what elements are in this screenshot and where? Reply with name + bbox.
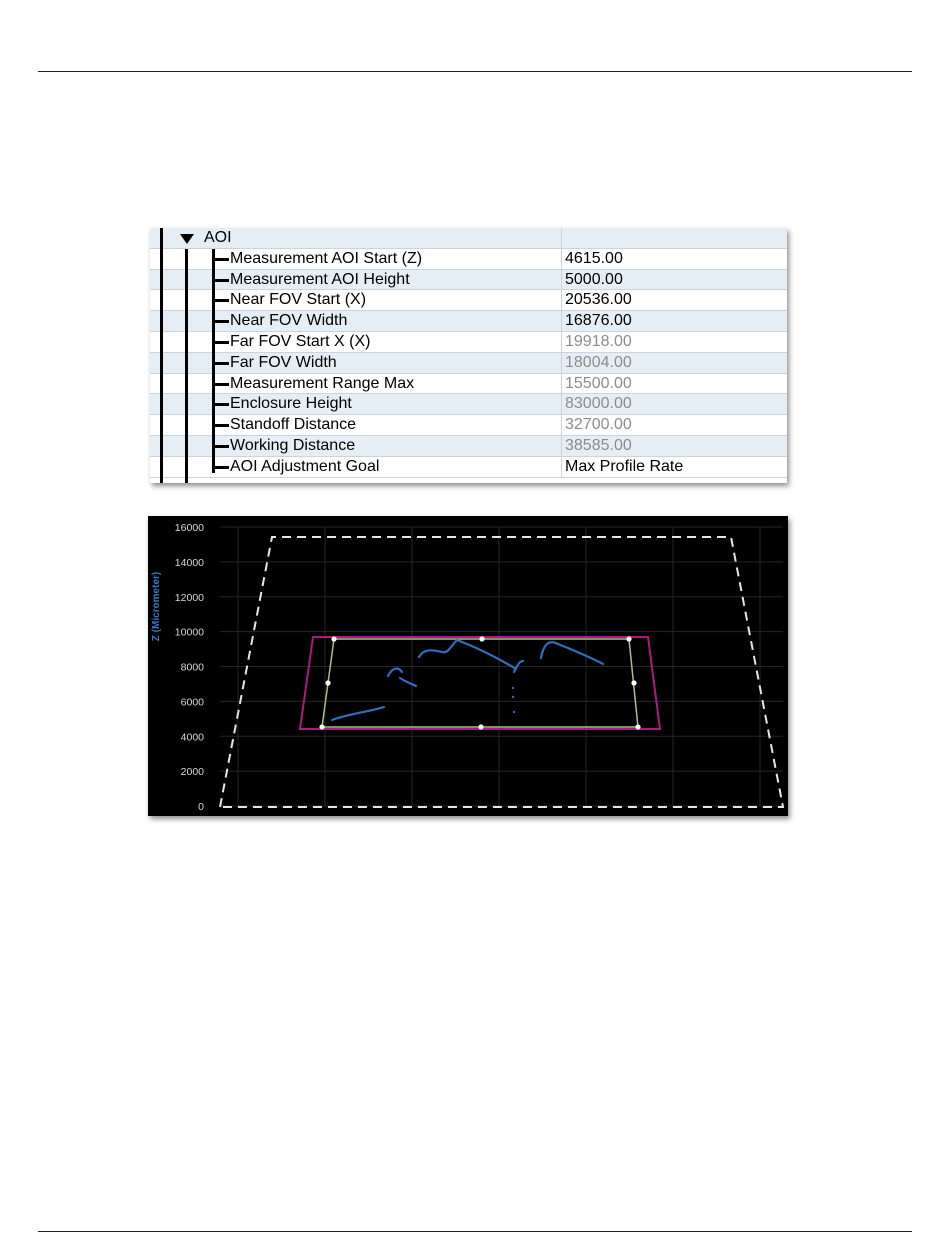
property-row[interactable] <box>150 353 787 374</box>
tree-branch-connector <box>214 424 229 427</box>
aoi-handle <box>319 724 324 729</box>
profile-segment <box>332 707 384 720</box>
tree-branch-connector <box>214 466 229 469</box>
profile-point <box>512 687 514 689</box>
property-row[interactable] <box>150 290 787 311</box>
tree-branch-connector <box>214 279 229 282</box>
tree-branch-connector <box>214 320 229 323</box>
aoi-handle <box>631 680 636 685</box>
aoi-profile-chart <box>148 516 788 816</box>
aoi-outline <box>322 639 638 727</box>
property-value: 32700.00 <box>565 416 632 434</box>
property-value[interactable]: 16876.00 <box>565 312 632 330</box>
property-name: Far FOV Width <box>230 353 337 371</box>
aoi-group-header[interactable] <box>150 228 787 249</box>
y-tick-label: 4000 <box>180 731 204 744</box>
tree-inner-line <box>185 249 188 483</box>
profile-segment <box>419 640 516 669</box>
aoi-handle <box>325 680 330 685</box>
profile-point <box>513 711 515 713</box>
property-name: Near FOV Start (X) <box>230 291 367 309</box>
expand-triangle-icon[interactable] <box>180 234 194 244</box>
y-tick-label: 2000 <box>180 766 204 779</box>
property-value: 18004.00 <box>565 353 632 371</box>
property-row[interactable] <box>150 374 787 395</box>
property-value[interactable]: Max Profile Rate <box>565 457 684 475</box>
property-row[interactable] <box>150 415 787 436</box>
property-name: AOI Adjustment Goal <box>230 457 380 475</box>
aoi-group-label: AOI <box>204 229 232 246</box>
property-row[interactable] <box>150 311 787 332</box>
y-tick-label: 6000 <box>180 696 204 709</box>
tree-branch-connector <box>214 383 229 386</box>
profile-segment <box>400 678 416 686</box>
y-tick-label: 8000 <box>180 661 204 674</box>
tree-outer-line <box>160 228 163 483</box>
profile-segment <box>388 669 402 676</box>
page-footer-rule <box>38 1231 912 1232</box>
property-value: 83000.00 <box>565 395 632 413</box>
tree-branch-connector <box>214 341 229 344</box>
property-name: Far FOV Start X (X) <box>230 333 371 350</box>
property-row[interactable] <box>150 436 787 457</box>
property-name: Measurement AOI Start (Z) <box>230 249 423 267</box>
property-row[interactable] <box>150 270 787 291</box>
field-of-view-outline <box>220 537 783 807</box>
tree-branch-connector <box>214 362 229 365</box>
property-row[interactable] <box>150 457 787 478</box>
aoi-property-grid <box>150 228 787 483</box>
y-tick-label: 0 <box>198 801 204 813</box>
y-tick-label: 16000 <box>174 522 204 534</box>
tree-branch-connector <box>214 445 229 448</box>
tree-branch-connector <box>214 299 229 302</box>
property-name: Standoff Distance <box>230 416 357 434</box>
aoi-handle <box>626 636 631 641</box>
property-name: Near FOV Width <box>230 312 348 330</box>
tree-branch-line <box>212 249 215 473</box>
tree-branch-connector <box>214 258 229 261</box>
y-axis-label: Z (Micrometer) <box>151 571 162 642</box>
y-tick-label: 10000 <box>174 626 204 639</box>
profile-point <box>512 696 514 698</box>
tree-branch-connector <box>214 403 229 406</box>
property-row[interactable] <box>150 394 787 415</box>
aoi-handle <box>479 636 484 641</box>
property-name: Measurement AOI Height <box>230 270 410 288</box>
property-name: Working Distance <box>230 437 356 454</box>
page-header-rule <box>38 71 912 72</box>
aoi-handle <box>635 724 640 729</box>
property-value: 38585.00 <box>565 437 632 454</box>
y-tick-label: 14000 <box>174 556 204 569</box>
property-value[interactable]: 5000.00 <box>565 270 623 288</box>
property-row[interactable] <box>150 332 787 353</box>
profile-segment <box>541 642 603 664</box>
aoi-handle <box>331 636 336 641</box>
property-value[interactable]: 20536.00 <box>565 291 632 309</box>
property-value: 15500.00 <box>565 374 632 392</box>
property-value: 19918.00 <box>565 333 632 350</box>
property-name: Enclosure Height <box>230 395 352 413</box>
aoi-handle <box>478 724 483 729</box>
property-value[interactable]: 4615.00 <box>565 249 623 267</box>
chart-svg <box>148 516 788 816</box>
y-tick-label: 12000 <box>174 591 204 604</box>
property-name: Measurement Range Max <box>230 374 415 392</box>
property-row[interactable] <box>150 249 787 270</box>
